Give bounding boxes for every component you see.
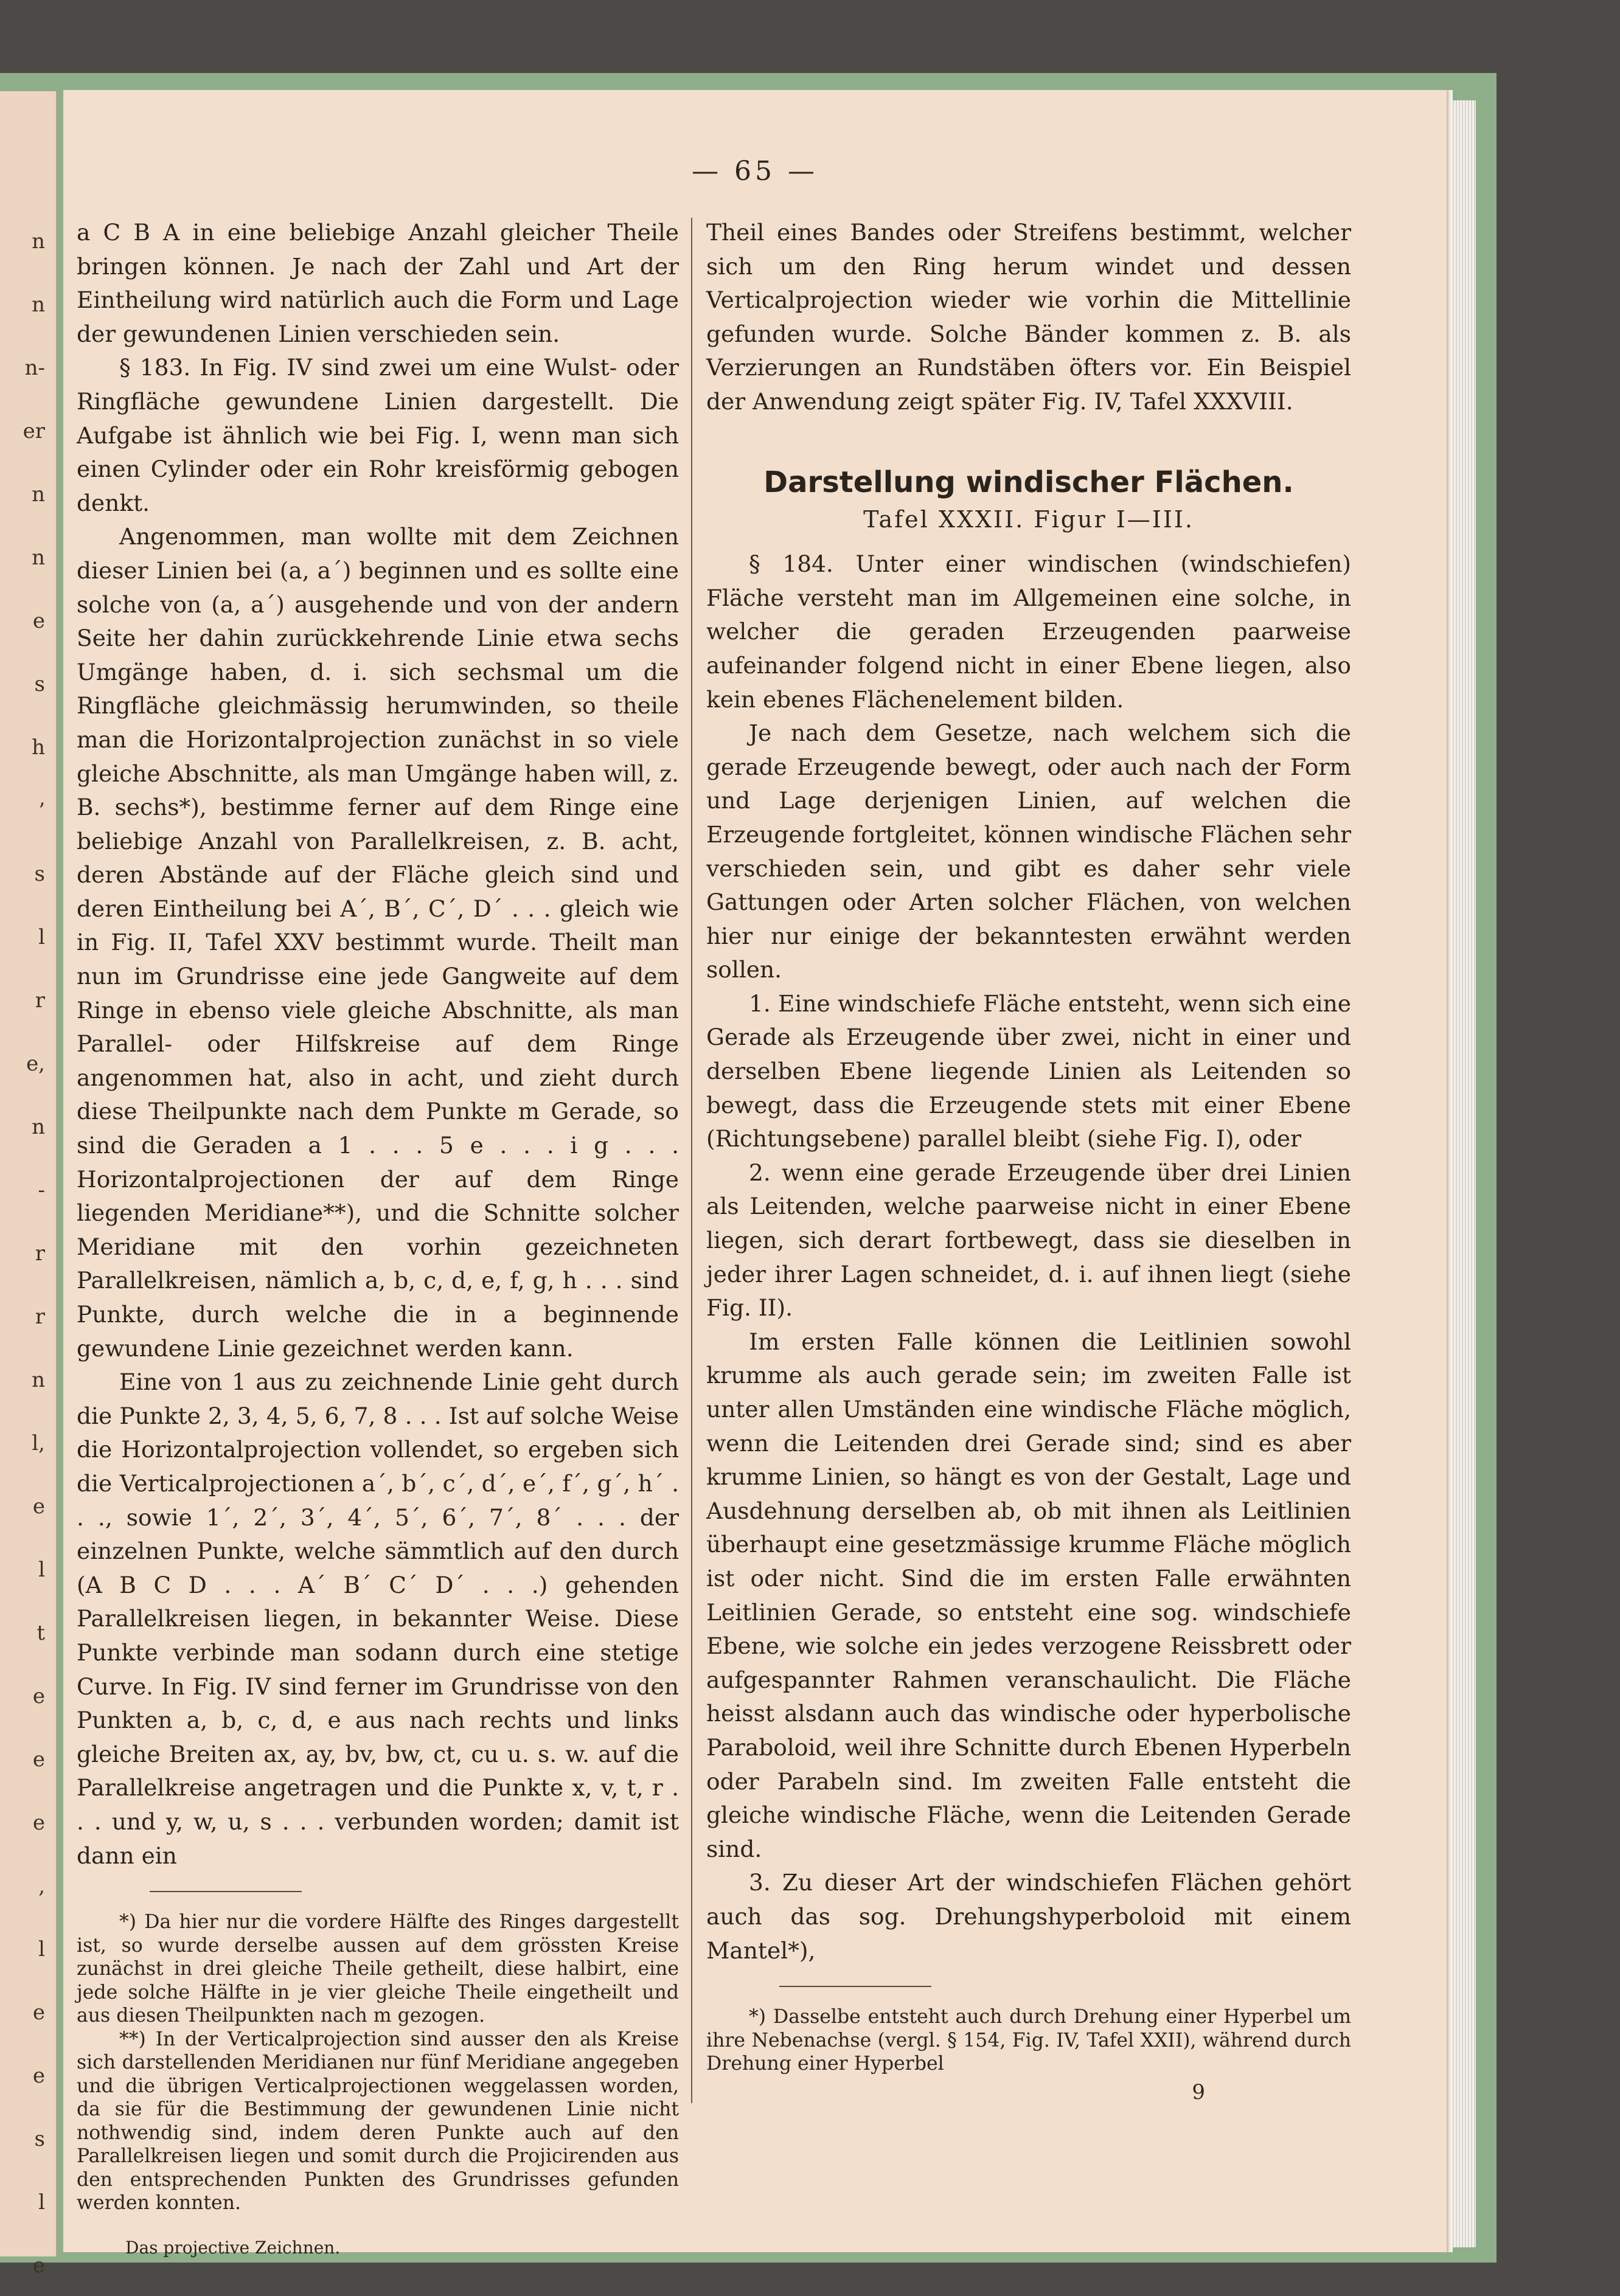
margin-fragment: h — [32, 735, 45, 760]
margin-fragment: r — [35, 1241, 45, 1266]
footnote-rule — [779, 1986, 931, 1987]
margin-fragment: t — [37, 1621, 45, 1645]
book-page — [63, 90, 1447, 2258]
paragraph: § 184. Unter einer windischen (windschiefen) Fläche versteht man im Allgemeinen eine solche, in welcher die geraden Erzeugenden paarweise aufeinander folgend nicht in einer Ebene liegen, also kein ebenes Flächenelement bilden. — [706, 550, 1351, 713]
page-stack-edge — [1448, 100, 1476, 2247]
margin-fragment: l — [38, 1937, 45, 1961]
margin-fragment: r — [35, 988, 45, 1013]
margin-fragment: n — [32, 293, 45, 317]
footnote: *) Da hier nur die vordere Hälfte des Ringes dargestellt ist, so wurde derselbe aussen auf dem grössten Kreise zunächst in drei gleiche Theile getheilt, diese halbirt, eine jede solche Hälfte in je vier gleiche Theile eingetheilt und aus diesen Theilpunkten nach m gezogen. — [77, 1911, 679, 2027]
footnotes — [706, 2005, 1351, 2076]
paragraph: 2. wenn eine gerade Erzeugende über drei Linien als Leitenden, welche paarweise nicht in einer Ebene liegen, sich derart fortbewegt, dass sie dieselben in jeder ihrer Lagen schneidet, d. i. auf ihnen liegt (siehe Fig. II). — [706, 1159, 1351, 1322]
paragraph: Je nach dem Gesetze, nach welchem sich die gerade Erzeugende bewegt, oder auch nach der Form und Lage derjenigen Linien, auf welchen die Erzeugende fortgleitet, können windische Flächen sehr verschieden sein, und gibt es daher sehr viele Gattungen oder Arten solcher Flächen, von welchen hier nur einige der bekanntesten erwähnt werden sollen. — [706, 720, 1351, 983]
margin-fragment: e, — [26, 1052, 45, 1076]
footnote: **) In der Verticalprojection sind ausser den als Kreise sich darstellenden Meridianen nur fünf Meridiane angegeben und die übrigen Verticalprojectionen weggelassen worden, da sie für die Bestimmung der gewundenen Linie nicht nothwendig sind, indem deren Punkte auch auf den Parallelkreisen liegen und somit durch die Projicirenden aus den entsprechenden Punkten des Grundrisses gefunden werden konnten. — [77, 2028, 679, 2214]
paragraph: Theil eines Bandes oder Streifens bestimmt, welcher sich um den Ring herum windet und dessen Verticalprojection wieder wie vorhin die Mittellinie gefunden wurde. Solche Bänder kommen z. B. als Verzierungen an Rundstäben öfters vor. Ein Beispiel der Anwendung zeigt später Fig. IV, Tafel XXXVIII. — [706, 219, 1351, 415]
footnotes — [77, 1910, 679, 2215]
margin-fragment: n — [32, 1115, 45, 1139]
margin-fragment: n- — [24, 356, 45, 380]
margin-fragment: l, — [32, 1431, 45, 1455]
page-number: — 65 — — [692, 156, 818, 187]
margin-fragment: s — [34, 672, 45, 696]
margin-fragment: n — [32, 546, 45, 570]
margin-fragment: ’ — [38, 799, 45, 823]
margin-fragment: e — [32, 2253, 45, 2278]
margin-fragment: l — [38, 1558, 45, 1582]
paragraph: 1. Eine windschiefe Fläche entsteht, wenn sich eine Gerade als Erzeugende über zwei, nicht in einer und derselben Ebene liegende Linien als Leitenden so bewegt, dass die Erzeugende stets mit einer Ebene (Richtungsebene) parallel bleibt (siehe Fig. I), oder — [706, 990, 1351, 1153]
footnote: *) Dasselbe entsteht auch durch Drehung einer Hyperbel um ihre Nebenachse (vergl. § 154, Fig. IV, Tafel XXII), während durch Drehung einer Hyperbel — [706, 2006, 1351, 2075]
footnote-rule — [150, 1891, 302, 1892]
left-margin-fragments — [1, 91, 52, 2278]
margin-fragment: n — [32, 482, 45, 507]
margin-fragment: s — [34, 2127, 45, 2151]
margin-fragment: er — [23, 419, 45, 443]
right-column — [706, 216, 1351, 2109]
paragraph: Im ersten Falle können die Leitlinien sowohl krumme als auch gerade sein; im zweiten Falle ist unter allen Umständen eine windische Fläche möglich, wenn die Leitenden drei Gerade sind; sind es aber krumme Linien, so hängt es von der Gestalt, Lage und Ausdehnung derselben ab, ob mit ihnen als Leitlinien überhaupt eine gesetzmässige krumme Fläche möglich ist oder nicht. Sind die im ersten Falle erwähnten Leitlinien Gerade, so entsteht eine sog. windschiefe Ebene, wie solche ein jedes verzogene Reissbrett oder aufgespannter Rahmen veranschaulicht. Die Fläche heisst alsdann auch das windische oder hyperbolische Paraboloid, weil ihre Schnitte durch Ebenen Hyperbeln oder Parabeln sind. Im zweiten Falle entsteht die gleiche windische Fläche, wenn die Leitenden Gerade sind. — [706, 1328, 1351, 1862]
margin-fragment: n — [32, 1368, 45, 1392]
sheet-number: 9 — [1192, 2079, 1205, 2104]
margin-fragment: n — [32, 229, 45, 254]
margin-fragment: - — [38, 1178, 45, 1202]
margin-fragment: e — [32, 1811, 45, 1835]
section-title: Darstellung windischer Flächen. — [763, 465, 1294, 499]
margin-fragment: e — [32, 1494, 45, 1519]
column-divider — [691, 218, 692, 2103]
margin-fragment: r — [35, 1305, 45, 1329]
margin-fragment: e — [32, 2064, 45, 2088]
margin-fragment: e — [32, 609, 45, 633]
margin-fragment: e — [32, 1684, 45, 1708]
section-subtitle: Tafel XXXII. Figur I—III. — [863, 505, 1194, 533]
margin-fragment: l — [38, 2190, 45, 2214]
margin-fragment: s — [34, 862, 45, 886]
margin-fragment: e — [32, 1747, 45, 1772]
paragraph: Angenommen, man wollte mit dem Zeichnen dieser Linien bei (a, a´) beginnen und es sollte eine solche von (a, a´) ausgehende und von der andern Seite her dahin zurückkehrende Linie etwa sechs Umgänge haben, d. i. sich sechsmal um die Ringfläche gleichmässig herumwinden, so theile man die Horizontalprojection zunächst in so viele gleiche Abschnitte, als man Umgänge haben will, z. B. sechs*), bestimme ferner auf dem Ringe eine beliebige Anzahl von Parallelkreisen, z. B. acht, deren Abstände auf der Fläche gleich sind und deren Eintheilung bei A´, B´, C´, D´ . . . gleich wie in Fig. II, Tafel XXV bestimmt wurde. Theilt man nun im Grundrisse eine jede Gangweite auf dem Ringe in ebenso viele gleiche Abschnitte, als man Parallel- oder Hilfskreise auf dem Ringe angenommen hat, also in acht, und zieht durch diese Theilpunkte nach dem Punkte m Gerade, so sind die Geraden a 1 . . . 5 e . . . i g . . . Horizontalprojectionen der auf dem Ringe liegenden Meridiane**), und die Schnitte solcher Meridiane mit den vorhin gezeichneten Parallelkreisen, nämlich a, b, c, d, e, f, g, h . . . sind Punkte, durch welche die in a beginnende gewundene Linie gezeichnet werden kann. — [77, 523, 679, 1362]
margin-fragment: l — [38, 925, 45, 949]
margin-fragment: , — [38, 1874, 45, 1898]
left-column — [77, 216, 679, 2264]
previous-page-edge — [0, 91, 57, 2278]
paragraph: a C B A in eine beliebige Anzahl gleicher Theile bringen können. Je nach der Zahl und Art der Eintheilung wird natürlich auch die Form und Lage der gewundenen Linien verschieden sein. — [77, 219, 679, 347]
margin-fragment: e — [32, 2000, 45, 2025]
signature-line: Das projective Zeichnen. — [125, 2237, 341, 2258]
paragraph: 3. Zu dieser Art der windschiefen Flächen gehört auch das sog. Drehungshyperboloid mit einem Mantel*), — [706, 1869, 1351, 1964]
paragraph: Eine von 1 aus zu zeichnende Linie geht durch die Punkte 2, 3, 4, 5, 6, 7, 8 . . . Ist auf solche Weise die Horizontalprojection vollendet, so ergeben sich die Verticalprojectionen a´, b´, c´, d´, e´, f´, g´, h´ . . ., sowie 1´, 2´, 3´, 4´, 5´, 6´, 7´, 8´ . . . der einzelnen Punkte, welche sämmtlich auf den durch (A B C D . . . A´ B´ C´ D´ . . .) gehenden Parallelkreisen liegen, in bekannter Weise. Diese Punkte verbinde man sodann durch eine stetige Curve. In Fig. IV sind ferner im Grundrisse von den Punkten a, b, c, d, e aus nach rechts und links gleiche Breiten ax, ay, bv, bw, ct, cu u. s. w. auf die Parallelkreise angetragen und die Punkte x, v, t, r . . . und y, w, u, s . . . verbunden worden; damit ist dann ein — [77, 1368, 679, 1869]
paragraph: § 183. In Fig. IV sind zwei um eine Wulst- oder Ringfläche gewundene Linien dargestellt. Die Aufgabe ist ähnlich wie bei Fig. I, wenn man sich einen Cylinder oder ein Rohr kreisförmig gebogen denkt. — [77, 354, 679, 516]
